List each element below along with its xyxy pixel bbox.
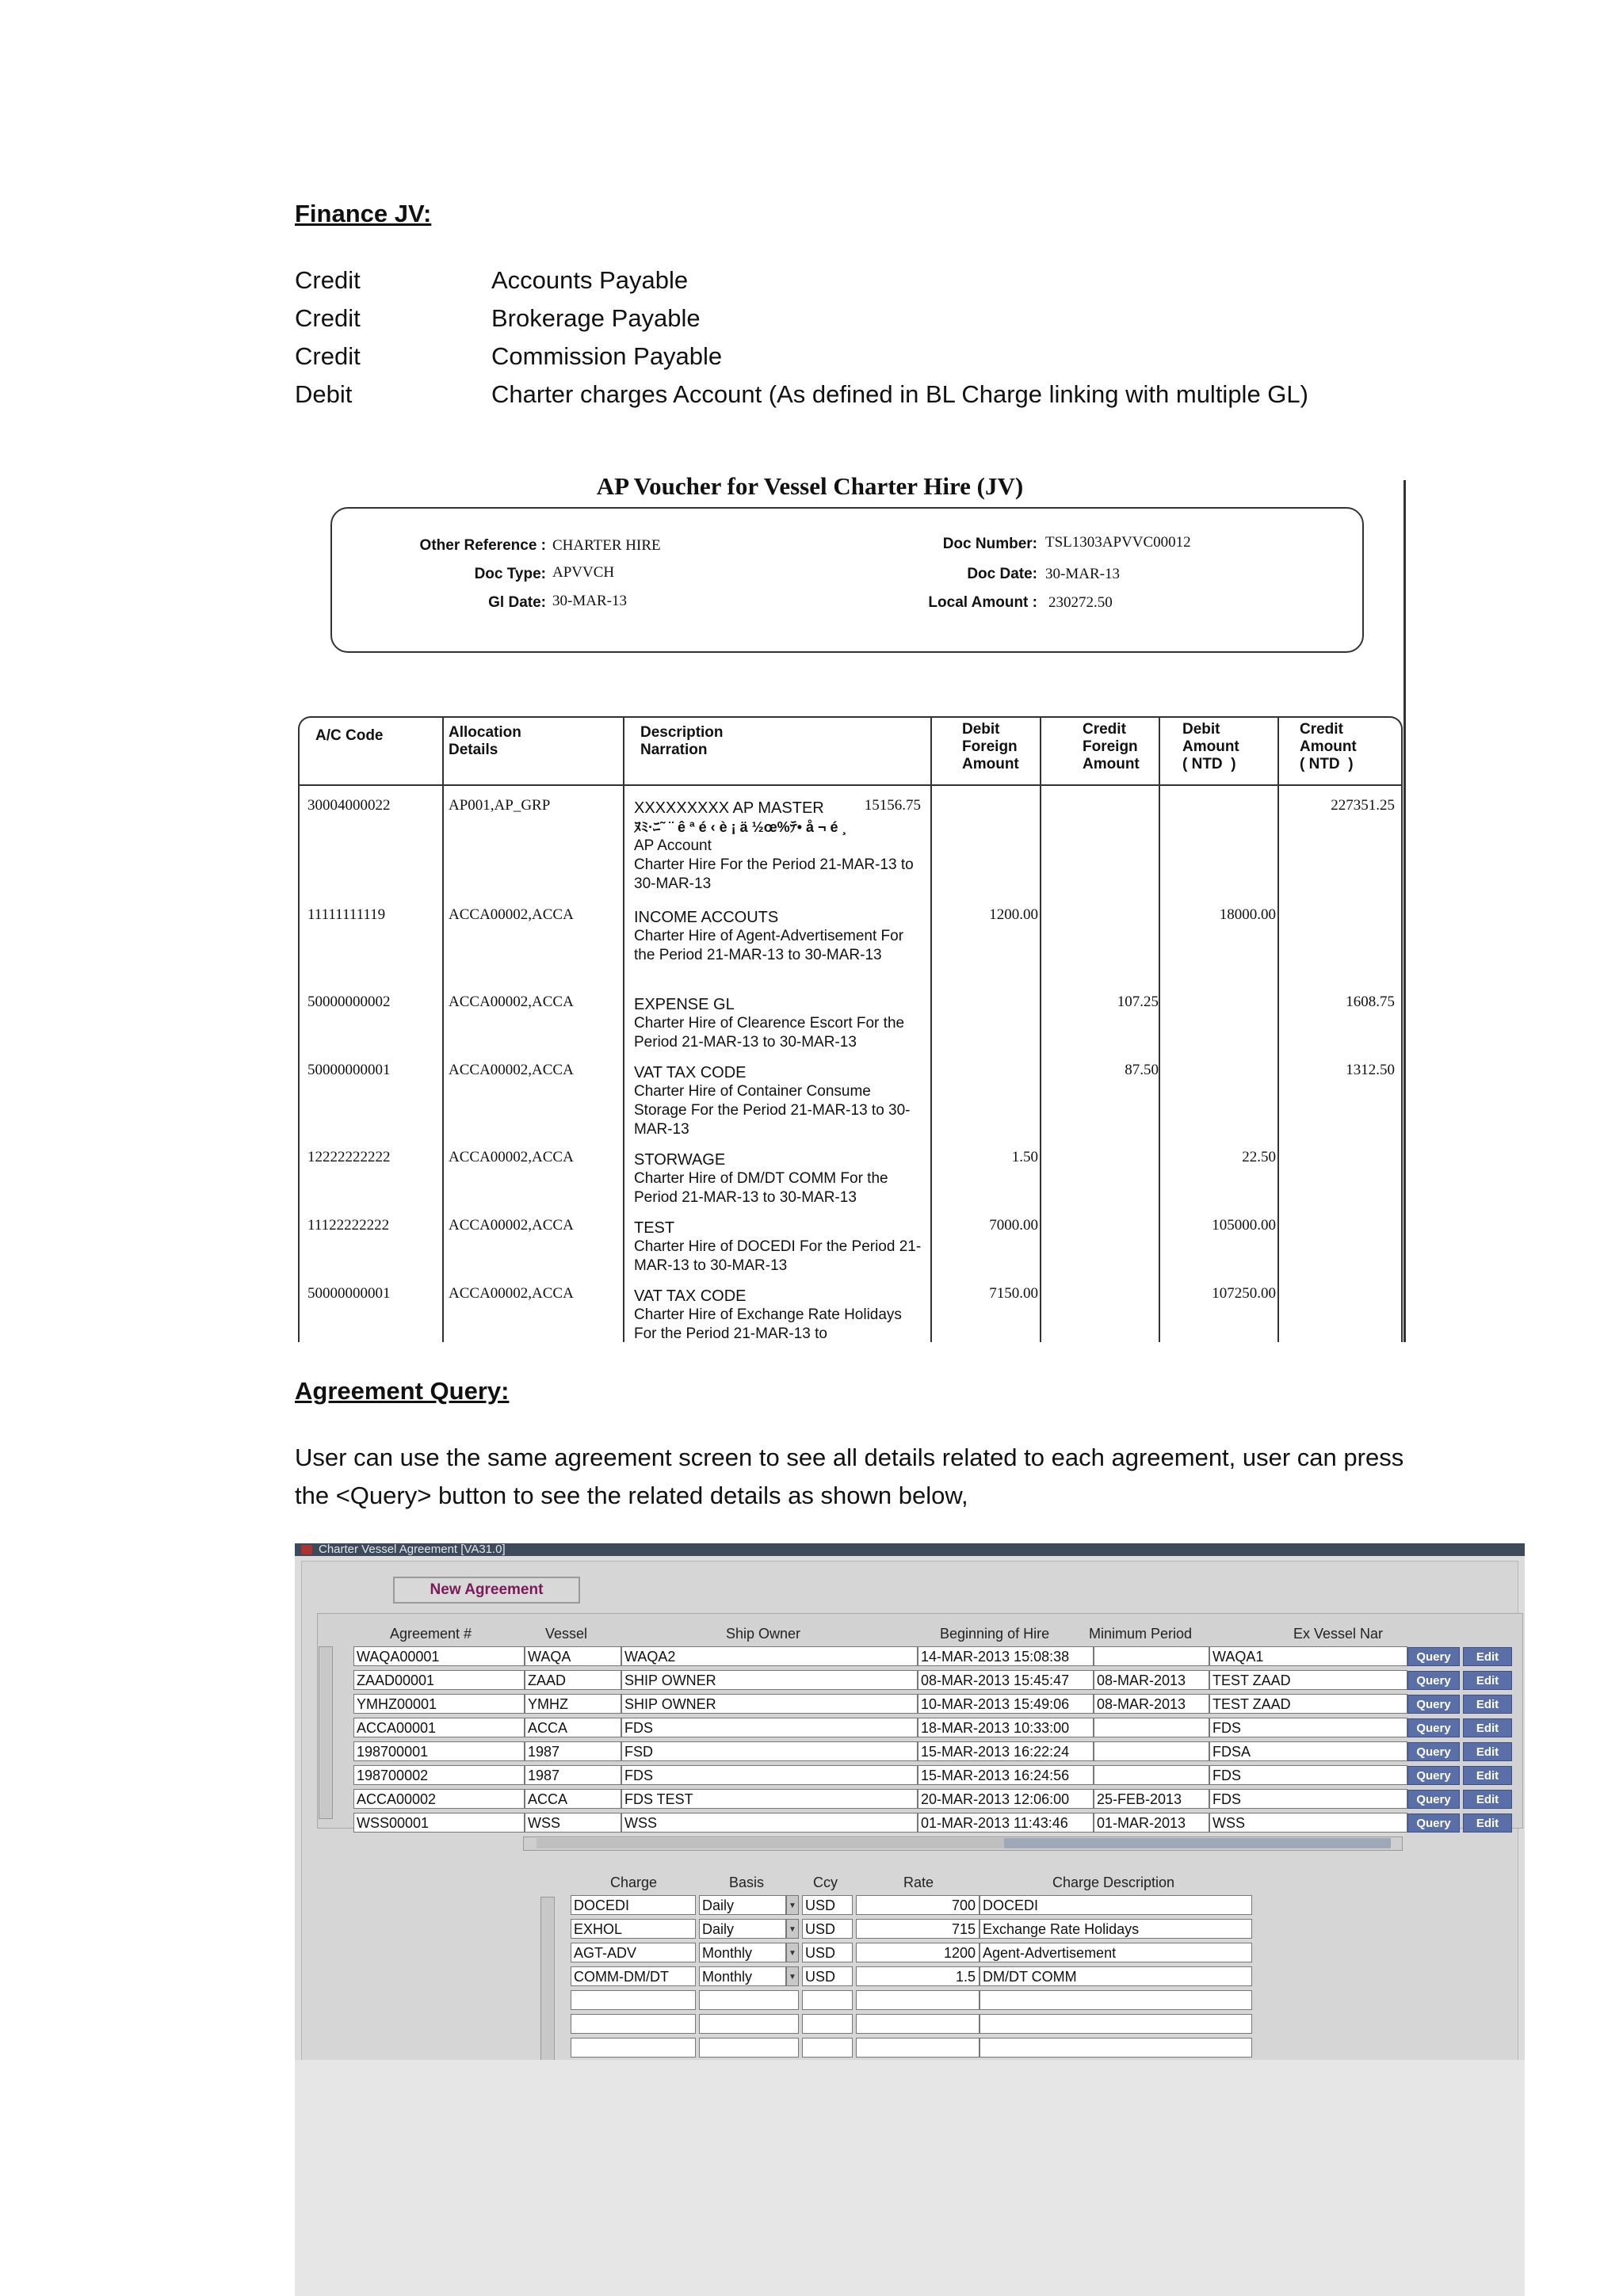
ship-owner[interactable]: FDS: [621, 1765, 918, 1785]
narration: Charter Hire of DOCEDI For the Period 21-MAR-13 to 30-MAR-13: [634, 1238, 922, 1274]
beginning-of-hire[interactable]: 15-MAR-2013 16:24:56: [918, 1765, 1094, 1785]
charge-description[interactable]: [980, 2014, 1252, 2034]
description-title: EXPENSE GL: [634, 996, 735, 1013]
beginning-of-hire[interactable]: 15-MAR-2013 16:22:24: [918, 1741, 1094, 1761]
allocation: ACCA00002,ACCA: [449, 1062, 574, 1078]
allocation: ACCA00002,ACCA: [449, 906, 574, 923]
edit-button[interactable]: Edit: [1463, 1742, 1512, 1761]
basis[interactable]: Monthly: [699, 1966, 786, 1986]
doc-date-value: 30-MAR-13: [1045, 566, 1120, 582]
charge-code[interactable]: AGT-ADV: [571, 1943, 696, 1962]
minimum-period[interactable]: 25-FEB-2013: [1094, 1789, 1209, 1809]
query-button[interactable]: Query: [1407, 1647, 1460, 1666]
edit-button[interactable]: Edit: [1463, 1671, 1512, 1690]
doc-type-value: APVVCH: [552, 564, 615, 581]
col-divider: [442, 718, 444, 1342]
voucher-header-box: [330, 507, 1364, 653]
query-button[interactable]: Query: [1407, 1766, 1460, 1785]
vessel[interactable]: YMHZ: [525, 1694, 621, 1714]
col-divider: [930, 718, 932, 1342]
debit-foreign: 7150.00: [989, 1285, 1038, 1302]
hdr-debit-ntd: Debit Amount ( NTD ): [1182, 721, 1239, 772]
gl-date-value: 30-MAR-13: [552, 593, 627, 609]
scroll-track: [537, 1838, 1004, 1848]
charge-description[interactable]: [980, 1990, 1252, 2010]
credit-foreign: 107.25: [1117, 994, 1159, 1010]
header-divider: [300, 784, 1401, 786]
narration: Charter Hire of Container Consume Storage For the Period 21-MAR-13 to 30-MAR-13: [634, 1083, 911, 1138]
charge-code[interactable]: [571, 2038, 696, 2058]
allocation: ACCA00002,ACCA: [449, 1285, 574, 1302]
credit-ntd: 227351.25: [1331, 797, 1395, 814]
charter-vessel-agreement-window: [295, 1543, 1525, 2060]
charge-code[interactable]: [571, 1990, 696, 2010]
credit-foreign: 87.50: [1125, 1062, 1159, 1078]
paragraph-line: User can use the same agreement screen to see all details related to each agreement, user can press: [295, 1444, 1404, 1471]
ex-vessel-name[interactable]: FDS: [1209, 1765, 1407, 1785]
charge-description[interactable]: Exchange Rate Holidays: [980, 1919, 1252, 1939]
doc-number-value: TSL1303APVVC00012: [1045, 534, 1191, 551]
charge-code[interactable]: EXHOL: [571, 1919, 696, 1939]
ex-vessel-name[interactable]: WAQA1: [1209, 1646, 1407, 1666]
minimum-period[interactable]: 08-MAR-2013: [1094, 1694, 1209, 1714]
voucher-edge: [1403, 480, 1406, 1342]
vessel[interactable]: ACCA: [525, 1789, 621, 1809]
ex-vessel-name[interactable]: TEST ZAAD: [1209, 1670, 1407, 1690]
allocation: ACCA00002,ACCA: [449, 994, 574, 1010]
agreement-number[interactable]: ZAAD00001: [353, 1670, 525, 1690]
query-button[interactable]: Query: [1407, 1790, 1460, 1809]
agreement-number[interactable]: ACCA00002: [353, 1789, 525, 1809]
basis[interactable]: [699, 1990, 799, 2010]
col-divider: [1159, 718, 1160, 1342]
ac-code: 50000000002: [307, 994, 391, 1010]
charge-vertical-scrollbar[interactable]: [540, 1897, 555, 2060]
query-button[interactable]: Query: [1407, 1814, 1460, 1833]
rate[interactable]: 1.5: [856, 1966, 980, 1986]
local-amount-value: 230272.50: [1048, 594, 1113, 611]
edit-button[interactable]: Edit: [1463, 1695, 1512, 1714]
query-button[interactable]: Query: [1407, 1718, 1460, 1737]
jv-account: Commission Payable: [491, 342, 723, 370]
ac-code: 11111111119: [307, 906, 386, 923]
ex-vessel-name[interactable]: WSS: [1209, 1813, 1407, 1833]
charge-description[interactable]: DOCEDI: [980, 1895, 1252, 1915]
ship-owner[interactable]: FDS: [621, 1718, 918, 1737]
window-titlebar: [295, 1543, 1525, 1556]
local-amount-label: Local Amount :: [928, 594, 1037, 611]
debit-ntd: 18000.00: [1219, 906, 1276, 923]
description-title: VAT TAX CODE: [634, 1064, 747, 1081]
description: [634, 1150, 927, 1207]
charge-description[interactable]: [980, 2038, 1252, 2058]
vessel[interactable]: WAQA: [525, 1646, 621, 1666]
edit-button[interactable]: Edit: [1463, 1814, 1512, 1833]
agreement-number[interactable]: YMHZ00001: [353, 1694, 525, 1714]
charge-description[interactable]: DM/DT COMM: [980, 1966, 1252, 1986]
beginning-of-hire[interactable]: 08-MAR-2013 15:45:47: [918, 1670, 1094, 1690]
edit-button[interactable]: Edit: [1463, 1790, 1512, 1809]
col-divider: [623, 718, 624, 1342]
ac-code: 30004000022: [307, 797, 391, 814]
credit-ntd: 1608.75: [1346, 994, 1395, 1010]
debit-ntd: 22.50: [1242, 1149, 1276, 1165]
jv-account: Brokerage Payable: [491, 304, 701, 332]
col-charge-description: Charge Description: [1052, 1875, 1175, 1890]
other-reference-label: Other Reference :: [419, 537, 546, 554]
rate[interactable]: [856, 2038, 980, 2058]
basis-dropdown-icon[interactable]: ▼: [786, 1919, 799, 1939]
hdr-credit-ntd: Credit Amount ( NTD ): [1300, 721, 1357, 772]
ship-owner[interactable]: WSS: [621, 1813, 918, 1833]
col-vessel: Vessel: [545, 1626, 588, 1642]
allocation: ACCA00002,ACCA: [449, 1149, 574, 1165]
scroll-thumb[interactable]: [1004, 1838, 1391, 1848]
charge-code[interactable]: COMM-DM/DT: [571, 1966, 696, 1986]
credit-ntd: 1312.50: [1346, 1062, 1395, 1078]
charge-description[interactable]: Agent-Advertisement: [980, 1943, 1252, 1962]
doc-type-label: Doc Type:: [474, 566, 546, 582]
col-ship-owner: Ship Owner: [726, 1626, 801, 1642]
col-basis: Basis: [729, 1875, 765, 1890]
screenshot-margin: [295, 2060, 1525, 2296]
ship-owner[interactable]: SHIP OWNER: [621, 1694, 918, 1714]
minimum-period[interactable]: [1094, 1718, 1209, 1737]
debit-ntd: 107250.00: [1212, 1285, 1276, 1302]
description-title: STORWAGE: [634, 1151, 726, 1169]
currency[interactable]: [802, 2038, 853, 2058]
jv-type: Credit: [295, 342, 361, 370]
currency[interactable]: USD: [802, 1966, 853, 1986]
col-rate: Rate: [903, 1875, 934, 1890]
vessel[interactable]: ZAAD: [525, 1670, 621, 1690]
basis[interactable]: [699, 2038, 799, 2058]
minimum-period[interactable]: [1094, 1646, 1209, 1666]
minimum-period[interactable]: 01-MAR-2013: [1094, 1813, 1209, 1833]
narration: Charter Hire of Agent-Advertisement For the Period 21-MAR-13 to 30-MAR-13: [634, 928, 904, 963]
description: [634, 1287, 927, 1342]
jv-type: Debit: [295, 380, 353, 408]
hdr-allocation: Allocation Details: [449, 724, 521, 758]
other-reference-value: CHARTER HIRE: [552, 537, 661, 554]
basis-dropdown-icon[interactable]: ▼: [786, 1895, 799, 1915]
paragraph-line: the <Query> button to see the related details as shown below,: [295, 1482, 968, 1509]
doc-number-label: Doc Number:: [942, 536, 1037, 552]
agreement-query-paragraph: [295, 1439, 1594, 1515]
rate[interactable]: 1200: [856, 1943, 980, 1962]
minimum-period[interactable]: [1094, 1741, 1209, 1761]
vessel[interactable]: ACCA: [525, 1718, 621, 1737]
basis[interactable]: Daily: [699, 1895, 786, 1915]
col-divider: [1277, 718, 1279, 1342]
minimum-period[interactable]: 08-MAR-2013: [1094, 1670, 1209, 1690]
description-title: VAT TAX CODE: [634, 1287, 747, 1305]
description: [634, 1219, 927, 1276]
currency[interactable]: USD: [802, 1895, 853, 1915]
agreement-query-heading: Agreement Query:: [295, 1377, 510, 1405]
basis[interactable]: Monthly: [699, 1943, 786, 1962]
col-agreement: Agreement #: [390, 1626, 472, 1642]
edit-button[interactable]: Edit: [1463, 1647, 1512, 1666]
minimum-period[interactable]: [1094, 1765, 1209, 1785]
voucher-table: [298, 716, 1403, 1342]
query-button[interactable]: Query: [1407, 1742, 1460, 1761]
basis[interactable]: [699, 2014, 799, 2034]
allocation: AP001,AP_GRP: [449, 797, 551, 814]
vessel[interactable]: 1987: [525, 1765, 621, 1785]
basis[interactable]: Daily: [699, 1919, 786, 1939]
currency[interactable]: USD: [802, 1919, 853, 1939]
hdr-description: Description Narration: [640, 724, 724, 758]
grid-horizontal-scrollbar[interactable]: [523, 1836, 1403, 1851]
description: [634, 1063, 927, 1139]
rate[interactable]: 715: [856, 1919, 980, 1939]
col-ex-vessel-name: Ex Vessel Nar: [1293, 1626, 1384, 1642]
debit-ntd: 105000.00: [1212, 1217, 1276, 1234]
agreement-number[interactable]: WSS00001: [353, 1813, 525, 1833]
beginning-of-hire[interactable]: 10-MAR-2013 15:49:06: [918, 1694, 1094, 1714]
basis-dropdown-icon[interactable]: ▼: [786, 1943, 799, 1962]
jv-type: Credit: [295, 266, 361, 294]
jv-type: Credit: [295, 304, 361, 332]
charge-code[interactable]: [571, 2014, 696, 2034]
agreement-number[interactable]: 198700001: [353, 1741, 525, 1761]
basis-dropdown-icon[interactable]: ▼: [786, 1966, 799, 1986]
gl-date-label: Gl Date:: [488, 594, 546, 611]
ship-owner[interactable]: WAQA2: [621, 1646, 918, 1666]
debit-foreign: 1.50: [1011, 1149, 1038, 1165]
query-button[interactable]: Query: [1407, 1695, 1460, 1714]
description-title: XXXXXXXXX AP MASTER: [634, 799, 824, 817]
description-title: TEST: [634, 1219, 675, 1237]
col-ccy: Ccy: [813, 1875, 838, 1890]
ex-vessel-name[interactable]: FDSA: [1209, 1741, 1407, 1761]
hdr-debit-foreign: Debit Foreign Amount: [962, 721, 1019, 772]
rate[interactable]: 700: [856, 1895, 980, 1915]
charge-code[interactable]: DOCEDI: [571, 1895, 696, 1915]
window-title: Charter Vessel Agreement [VA31.0]: [319, 1543, 506, 1556]
col-charge: Charge: [610, 1875, 658, 1890]
beginning-of-hire[interactable]: 14-MAR-2013 15:08:38: [918, 1646, 1094, 1666]
beginning-of-hire[interactable]: 18-MAR-2013 10:33:00: [918, 1718, 1094, 1737]
debit-foreign: 7000.00: [989, 1217, 1038, 1234]
ac-code: 12222222222: [307, 1149, 391, 1165]
currency[interactable]: [802, 2014, 853, 2034]
description: [634, 908, 927, 965]
finance-jv-heading: Finance JV:: [295, 200, 432, 227]
edit-button[interactable]: Edit: [1463, 1718, 1512, 1737]
agreement-number[interactable]: 198700002: [353, 1765, 525, 1785]
narration: Charter Hire of Exchange Rate Holidays For the Period 21-MAR-13 to: [634, 1306, 902, 1342]
hdr-credit-foreign: Credit Foreign Amount: [1083, 721, 1140, 772]
credit-foreign: 15156.75: [864, 797, 921, 814]
grid-vertical-scrollbar[interactable]: [319, 1646, 333, 1819]
rate[interactable]: [856, 1990, 980, 2010]
vessel[interactable]: 1987: [525, 1741, 621, 1761]
col-minimum-period: Minimum Period: [1089, 1626, 1193, 1642]
garbled-text: ﾇﾐ·ﾆ˜ ¨ ê ª é ‹ è ¡ ä ½œ%ﾃ• å ¬ é ¸: [634, 819, 847, 835]
col-beginning-of-hire: Beginning of Hire: [940, 1626, 1050, 1642]
agreement-number[interactable]: WAQA00001: [353, 1646, 525, 1666]
app-icon: [301, 1545, 312, 1554]
ex-vessel-name[interactable]: TEST ZAAD: [1209, 1694, 1407, 1714]
hdr-ac-code: A/C Code: [315, 727, 384, 744]
agreement-number[interactable]: ACCA00001: [353, 1718, 525, 1737]
beginning-of-hire[interactable]: 01-MAR-2013 11:43:46: [918, 1813, 1094, 1833]
debit-foreign: 1200.00: [989, 906, 1038, 923]
ap-voucher-image: [295, 472, 1406, 1342]
ac-code: 50000000001: [307, 1285, 391, 1302]
ship-owner[interactable]: SHIP OWNER: [621, 1670, 918, 1690]
ex-vessel-name[interactable]: FDS: [1209, 1718, 1407, 1737]
ac-code: 50000000001: [307, 1062, 391, 1078]
jv-account: Charter charges Account (As defined in BL Charge linking with multiple GL): [491, 380, 1308, 408]
doc-date-label: Doc Date:: [967, 566, 1037, 582]
ex-vessel-name[interactable]: FDS: [1209, 1789, 1407, 1809]
jv-account: Accounts Payable: [491, 266, 689, 294]
ac-code: 11122222222: [307, 1217, 390, 1234]
ship-owner[interactable]: FSD: [621, 1741, 918, 1761]
narration: Charter Hire of DM/DT COMM For the Period 21-MAR-13 to 30-MAR-13: [634, 1170, 888, 1206]
narration: AP Account Charter Hire For the Period 21-MAR-13 to 30-MAR-13: [634, 837, 914, 892]
vessel[interactable]: WSS: [525, 1813, 621, 1833]
col-divider: [1040, 718, 1041, 1342]
rate[interactable]: [856, 2014, 980, 2034]
description: [634, 995, 927, 1052]
query-button[interactable]: Query: [1407, 1671, 1460, 1690]
description-title: INCOME ACCOUTS: [634, 909, 779, 926]
ship-owner[interactable]: FDS TEST: [621, 1789, 918, 1809]
voucher-title: AP Voucher for Vessel Charter Hire (JV): [596, 472, 1024, 500]
beginning-of-hire[interactable]: 20-MAR-2013 12:06:00: [918, 1789, 1094, 1809]
edit-button[interactable]: Edit: [1463, 1766, 1512, 1785]
currency[interactable]: [802, 1990, 853, 2010]
allocation: ACCA00002,ACCA: [449, 1217, 574, 1234]
narration: Charter Hire of Clearence Escort For the Period 21-MAR-13 to 30-MAR-13: [634, 1015, 905, 1051]
new-agreement-button[interactable]: New Agreement: [393, 1577, 580, 1604]
currency[interactable]: USD: [802, 1943, 853, 1962]
